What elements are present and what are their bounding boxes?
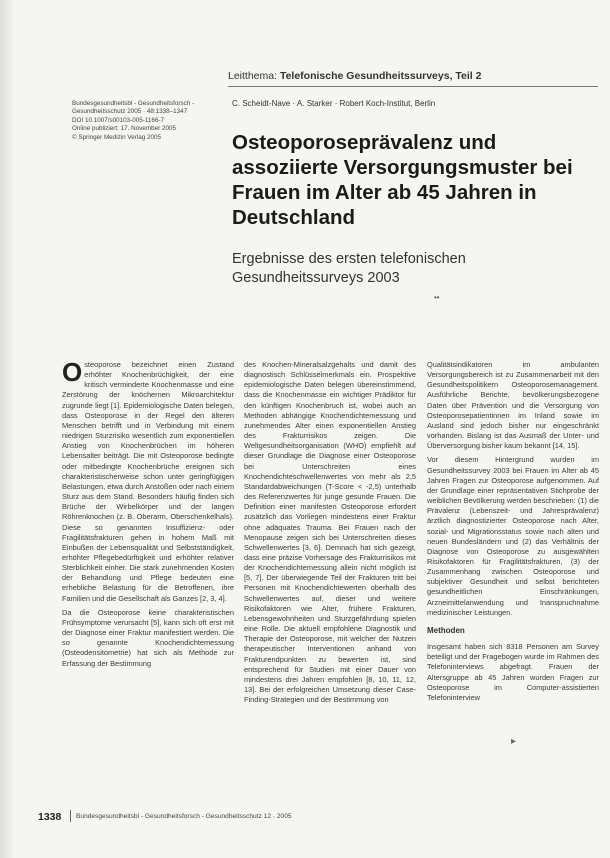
running-head-section: Leitthema: — [228, 70, 278, 82]
meta-line: © Springer Medizin Verlag 2005 — [72, 133, 161, 141]
article-title: Osteoporoseprävalenz und assoziierte Versorgungsmuster bei Frauen im Alter ab 45 Jahren in Deutschland — [232, 131, 573, 229]
paragraph: Insgesamt haben sich 8318 Personen am Survey beteiligt und der Fragebogen wurde im Rahmen des Telefoninterviews abgefragt. Frauen der Altersgruppe ab 45 Jahren wurden Fragen zur Osteoporose im Computer-assistierten Telefoninterview — [427, 642, 599, 702]
text-column-2 — [244, 360, 416, 709]
running-head-topic: Telefonische Gesundheitssurveys, Teil 2 — [279, 70, 482, 82]
running-head — [228, 70, 481, 82]
text-column-1 — [62, 360, 234, 673]
scan-shadow — [0, 0, 14, 858]
publication-meta — [72, 100, 222, 142]
scan-artifact-icon: ▸ — [511, 736, 517, 747]
paragraph: Qualitätsindikatoren im ambulanten Versorgungsbereich ist zu Zusammenarbeit mit den Gesundheitspolitikern Osteoporosemanagement. Ausführliche Berichte, bevölkerungsbezogene Daten über Prävention und die Versorgung von Osteoporosepatientinnen im Inland sowie im Ausland sind jedoch bisher nur eingeschränkt vorhanden. Bislang ist das Ausmaß der Unter- und Überversorgung bisher kaum bekannt [14, 15]. — [427, 360, 599, 451]
paragraph-text: steoporose bezeichnet einen Zustand erhöhter Knochenbrüchigkeit, der eine kritisch verminderte Knochenmasse und eine Zerstörung der knöchernen Mikroarchitektur zugrunde liegt [1]. Epidemiologische Daten belegen, dass Osteoporose in der Regel den älteren Menschen betrifft und in Verbindung mit einem niedrigen Sturzrisiko wesentlich zum exponentiellen Anstieg von Knochenbrüchen im höheren Lebensalter beiträgt. Die mit Osteoporose bedingte oder mitbedingte Knochenbrüche ereignen sich charakteristischerweise schon unter geringfügigen Belastungen, etwa durch Anstoßen oder nach einem Sturz aus dem Stand. Besonders häufig finden sich Brüche der Wirbelkörper und der langen Röhrenknochen (z. B. Oberarm, Oberschenkelhals). Diese so genannten Insuffizienz- oder Fragilitätsfrakturen gehen in hohem Maß mit Einbußen der Lebensqualität und Selbstständigkeit, erhöhter Pflegebedürftigkeit und erhöhter relativer Sterblichkeit einher. Die stark zunehmenden Kosten der Behandlung und Pflege bedeuten eine erhebliche Belastung für die Betroffenen, ihre Familien und die Gesellschaft als Ganzes [2, 3, 4]. — [62, 360, 234, 603]
meta-line: Bundesgesundheitsbl - Gesundheitsforsch - — [72, 100, 195, 107]
header-rule — [228, 86, 598, 87]
section-heading: Methoden — [427, 625, 465, 635]
paragraph — [62, 360, 234, 604]
paragraph: Vor diesem Hintergrund wurden im Gesundheitssurvey 2003 bei Frauen im Alter ab 45 Jahren Fragen zur Osteoporose aufgenommen. Auf der Grundlage einer repräsentativen Stichprobe der weiblichen Bevölkerung werden beschrieben: (1) die Prävalenz (Lebenszeit- und Jahresprävalenz) ärztlich diagnostizierter Osteoporose nach Alter, sozial- und Migrationsstatus sowie nach alten und neuen Bundesländern und (2) das Verhältnis der Diagnose von Osteoporose zu ausgewählten Risikofaktoren für Fragilitätsfrakturen, (3) der Zusammenhang zwischen Osteoporose und subjektiver Gesundheit und selbst berichteten gesundheitlichen Einschränkungen, Arzneimittelanwendung und Inanspruchnahme medizinischer Leistungen. — [427, 455, 599, 617]
drop-cap: O — [62, 360, 83, 387]
paragraph: des Knochen-Mineralsalzgehalts und damit des diagnostisch Schlüsselmerkmals ein. Prospektive epidemiologische Daten belegen übereinstimmend, dass die Knochenmasse ein wichtiger Prädiktor für den künftigen Knochenbruch ist, wobei auch an Methoden abhängige Knochendichtemessung und zunehmendes Alter einen exponentiellen Anstieg des Frakturrisikos zeigen. Die Weltgesundheitsorganisation (WHO) empfiehlt auf dieser Grundlage die Diagnose einer Osteoporose bei Unterschreiten eines Knochendichteschwellenwertes von mehr als 2,5 Standardabweichungen (T-Score < -2,5) unterhalb des Referenzwertes für junge gesunde Frauen. Die Definition einer manifesten Osteoporose erfordert zusätzlich das Vorliegen mindestens einer Fraktur ohne adäquates Trauma. Bei Frauen nach der Menopause zeigen sich bei Unterschreiten dieses Schwellenwertes [3, 6]. Demnach hat sich gezeigt, dass eine präzise Vorhersage des Frakturrisikos mit der Knochendichtemessung allein nicht möglich ist [5, 7]. Der überwiegende Teil der Frakturen tritt bei Personen mit Knochendichtewerten oberhalb des Schwellenwertes auf, dieser und weitere Risikofaktoren wie Alter, frühere Frakturen, Lebensgewohnheiten und Sturzgefährdung spielen eine Rolle. Die aktuell empfohlene Diagnostik und Therapie der Osteoporose, mit welcher der Nutzen therapeutischer Interventionen anhand von Frakturendpunkten zu bewerten ist, sind entsprechend für Studien mit einer Dauer von mindestens drei Jahren empfohlen [8, 10, 11, 12, 13]. Bei der erfolgreichen Umsetzung dieser Case-Finding-Strategien und der Bestimmung von — [244, 360, 416, 705]
footer-divider — [70, 810, 71, 822]
authors: C. Scheidt-Nave · A. Starker · Robert Koch-Institut, Berlin — [232, 99, 436, 108]
meta-line: Gesundheitsschutz 2005 · 48:1338–1347 — [72, 108, 188, 116]
page-number: 1338 — [38, 811, 62, 823]
text-column-3 — [427, 360, 599, 707]
scan-mark: •• — [434, 293, 440, 302]
meta-line: Online publiziert: 17. November 2005 — [72, 125, 176, 133]
footer-journal: Bundesgesundheitsbl - Gesundheitsforsch - Gesundheitsschutz 12 · 2005 — [76, 813, 292, 820]
meta-line: DOI 10.1007/s00103-005-1166-7 — [72, 116, 164, 124]
paragraph: Da die Osteoporose keine charakteristischen Frühsymptome verursacht [5], kann sich oft erst mit der Diagnose einer Fraktur manifestiert werden. Die so genannte Knochendichtemessung (Osteodensitometrie) hat sich als Methode zur Erfassung der Bestimmung — [62, 607, 234, 668]
article-subtitle: Ergebnisse des ersten telefonischen Gesundheitssurveys 2003 — [232, 251, 466, 286]
